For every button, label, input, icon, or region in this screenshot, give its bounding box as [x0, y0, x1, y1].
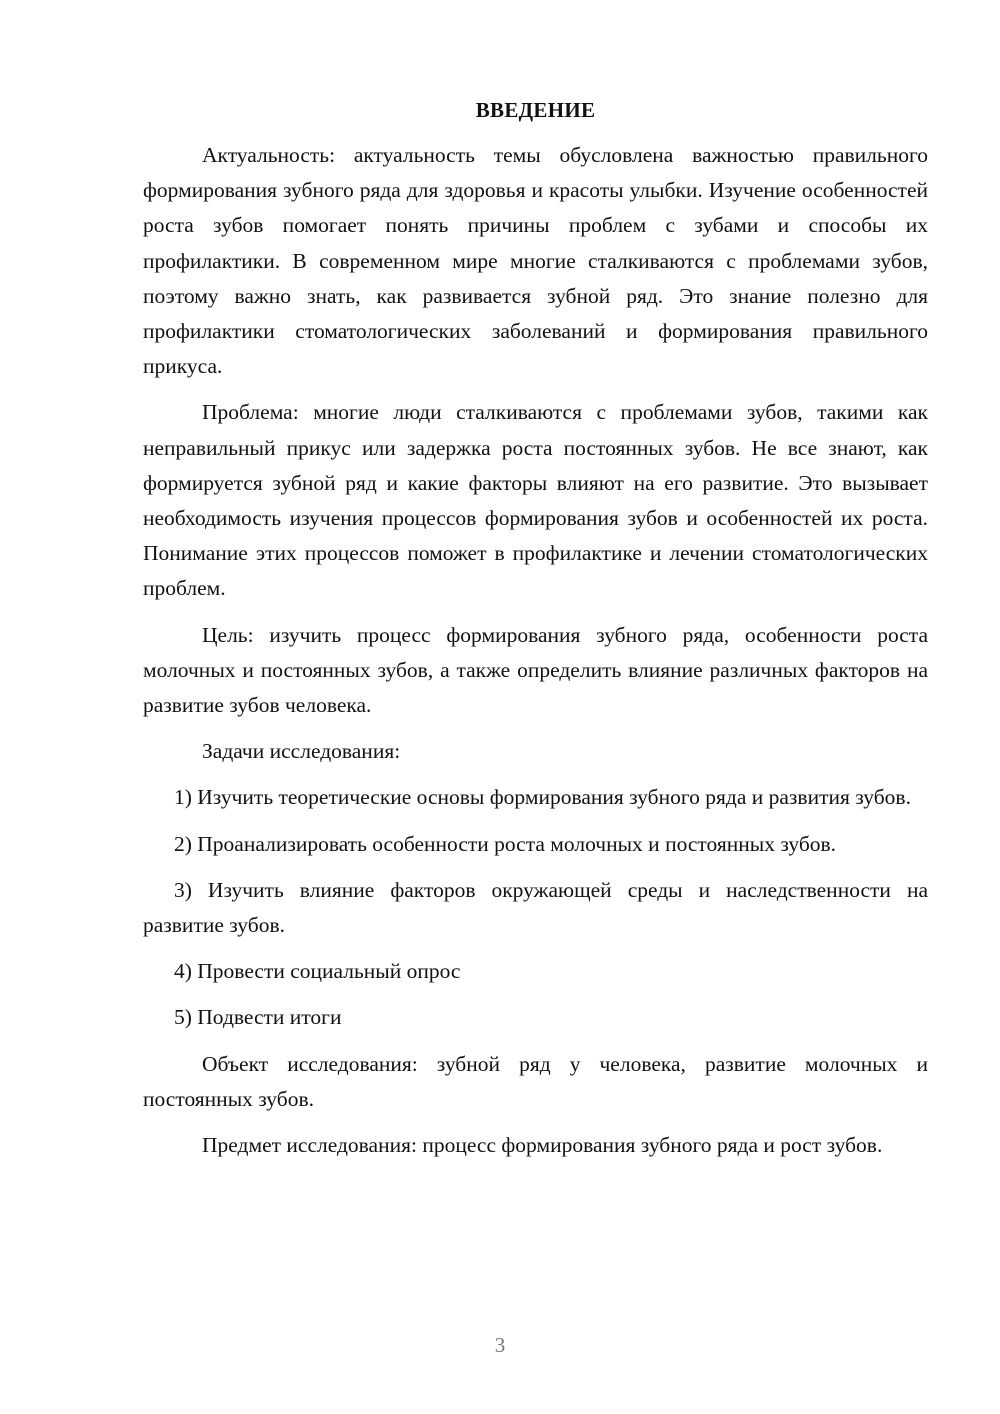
task-item-1: 1) Изучить теоретические основы формирования зубного ряда и развития зубов. [174, 785, 911, 810]
problem-paragraph: Проблема: многие люди сталкиваются с проблемами зубов, такими как неправильный прикус или задержка роста постоянных зубов. Не все знают, как формируется зубной ряд и какие факторы влияют на его развитие. Это вызывает необходимость изучения процессов формирования зубов и особенностей их роста. Понимание этих процессов поможет в профилактике и лечении стоматологических проблем. [143, 400, 928, 601]
page-number: 3 [494, 1333, 506, 1357]
page-content [143, 93, 928, 1163]
subject-paragraph: Предмет исследования: процесс формирования зубного ряда и рост зубов. [202, 1133, 883, 1158]
task-item-5: 5) Подвести итоги [174, 1005, 342, 1030]
task-item-4: 4) Провести социальный опрос [174, 959, 461, 984]
tasks-heading: Задачи исследования: [202, 739, 401, 764]
goal-paragraph: Цель: изучить процесс формирования зубного ряда, особенности роста молочных и постоянных зубов, а также определить влияние различных факторов на развитие зубов человека. [143, 622, 928, 718]
task-item-3: 3) Изучить влияние факторов окружающей среды и наследственности на развитие зубов. [143, 877, 928, 938]
relevance-paragraph: Актуальность: актуальность темы обусловлена важностью правильного формирования зубного ряда для здоровья и красоты улыбки. Изучение особенностей роста зубов помогает понять причины проблем с зубами и способы их профилактики. В современном мире многие сталкиваются с проблемами зубов, поэтому важно знать, как развивается зубной ряд. Это знание полезно для профилактики стоматологических заболеваний и формирования правильного прикуса. [143, 143, 928, 379]
task-item-2: 2) Проанализировать особенности роста молочных и постоянных зубов. [174, 831, 837, 856]
object-paragraph: Объект исследования: зубной ряд у человека, развитие молочных и постоянных зубов. [143, 1051, 928, 1111]
page-title: ВВЕДЕНИЕ [475, 98, 596, 122]
